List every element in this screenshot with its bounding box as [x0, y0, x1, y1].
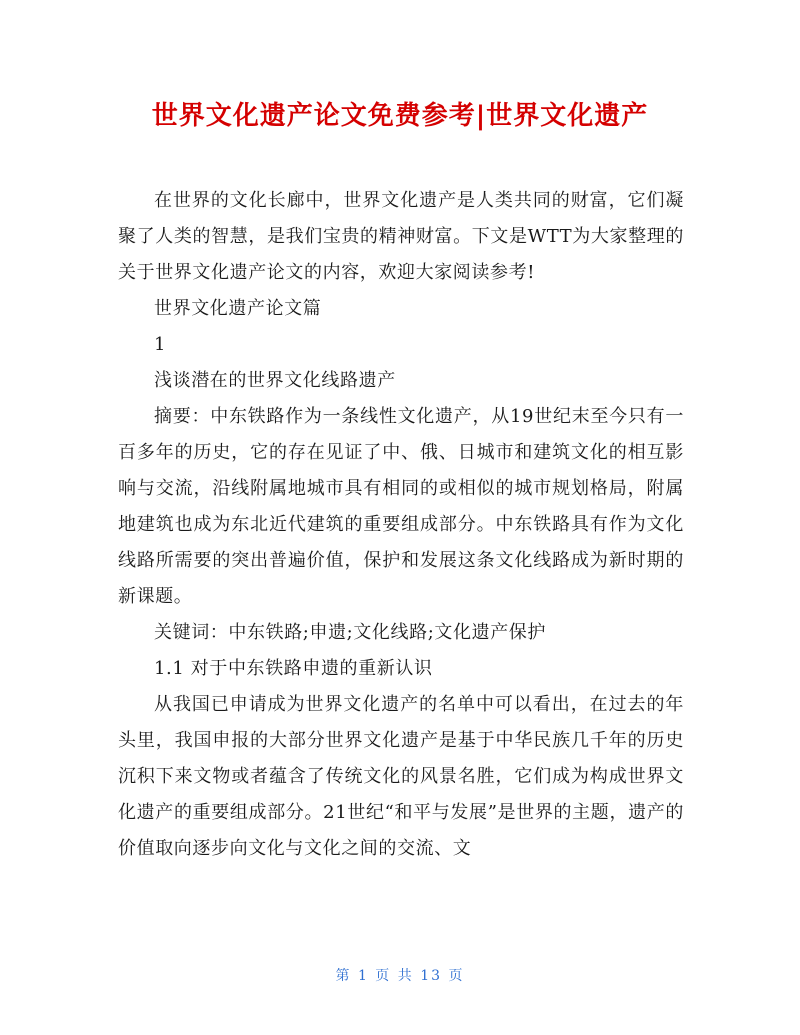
paragraph-abstract: 摘要：中东铁路作为一条线性文化遗产，从19世纪末至今只有一百多年的历史，它的存在见证了中、俄、日城市和建筑文化的相互影响与交流，沿线附属地城市具有相同的或相似的城市规划格局，附属地建筑也成为东北近代建筑的重要组成部分。中东铁路具有作为文化线路所需要的突出普遍价值，保护和发展这条文化线路成为新时期的新课题。 — [118, 406, 684, 607]
page-footer: 第 1 页 共 13 页 — [335, 968, 465, 984]
paragraph-subheading: 1.1 对于中东铁路申遗的重新认识 — [154, 658, 433, 679]
document-body — [118, 183, 684, 867]
paragraph-keywords: 关键词：中东铁路;申遗;文化线路;文化遗产保护 — [154, 622, 546, 643]
paragraph-section-heading: 世界文化遗产论文篇 — [154, 298, 322, 319]
paragraph-section-number: 1 — [154, 334, 167, 355]
paragraph-body: 从我国已申请成为世界文化遗产的名单中可以看出，在过去的年头里，我国申报的大部分世界文化遗产是基于中华民族几千年的历史沉积下来文物或者蕴含了传统文化的风景名胜，它们成为构成世界文化遗产的重要组成部分。21世纪“和平与发展”是世界的主题，遗产的价值取向逐步向文化与文化之间的交流、文 — [118, 694, 684, 859]
document-title: 世界文化遗产论文免费参考|世界文化遗产 — [151, 101, 649, 131]
paragraph-paper-title: 浅谈潜在的世界文化线路遗产 — [154, 370, 396, 391]
paragraph-intro: 在世界的文化长廊中，世界文化遗产是人类共同的财富，它们凝聚了人类的智慧，是我们宝贵的精神财富。下文是WTT为大家整理的关于世界文化遗产论文的内容，欢迎大家阅读参考! — [118, 190, 684, 283]
